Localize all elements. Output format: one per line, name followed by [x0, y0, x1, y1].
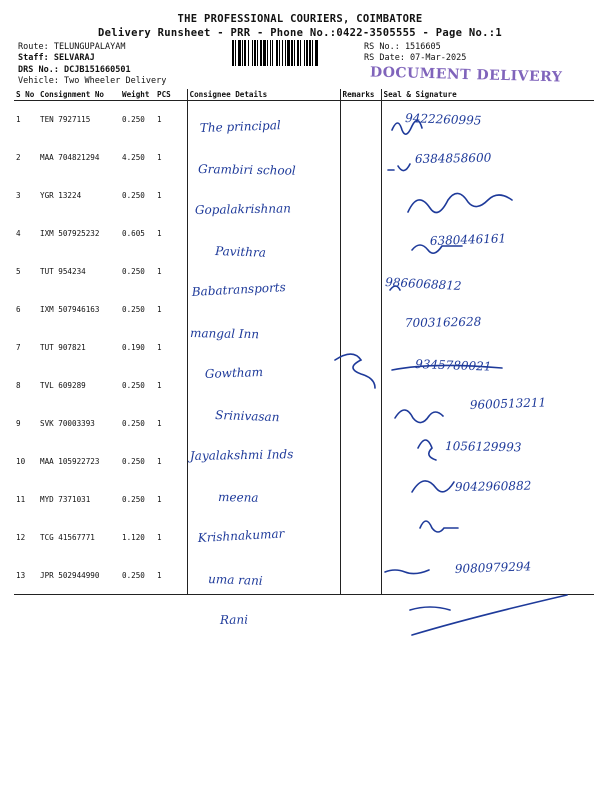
row-seal-cell — [381, 443, 594, 481]
handwritten-consignee: Gopalakrishnan — [194, 201, 292, 217]
handwritten-seal-phone: 9345780021 — [414, 357, 492, 374]
row-pcs: 1 — [157, 228, 162, 238]
drs-number: DRS No.: DCJB151660501 — [18, 65, 131, 75]
row-sno: 5 — [16, 266, 21, 276]
row-weight: 0.250 — [122, 380, 145, 390]
row-seal-cell — [381, 101, 594, 139]
signature-scribble — [410, 595, 567, 635]
row-pcs: 1 — [155, 557, 187, 595]
table-row — [14, 139, 594, 177]
row-consignee-cell — [187, 253, 340, 291]
page-subtitle: Delivery Runsheet - PRR - Phone No.:0422-3505555 - Page No.:1 — [98, 27, 502, 39]
row-weight: 0.250 — [122, 494, 145, 504]
row-sno: 13 — [14, 557, 38, 595]
handwritten-seal-phone: 7003162628 — [404, 314, 482, 330]
row-pcs: 1 — [157, 342, 162, 352]
row-weight: 0.250 — [122, 304, 145, 314]
handwritten-consignee: Jayalakshmi Inds — [189, 447, 294, 463]
row-consignment-no: TUT 907821 — [40, 342, 86, 352]
row-pcs: 1 — [157, 266, 162, 276]
row-consignee-cell — [187, 215, 340, 253]
row-consignee-cell — [187, 177, 340, 215]
handwritten-seal-phone: 9080979294 — [454, 559, 532, 576]
table-row — [14, 557, 594, 595]
handwritten-consignee: Grambiri school — [197, 162, 296, 178]
row-pcs: 1 — [157, 190, 162, 200]
row-seal-cell — [381, 367, 594, 405]
row-seal-cell — [381, 177, 594, 215]
table-row — [14, 291, 594, 329]
table-header-row — [14, 89, 594, 101]
row-remarks-cell — [340, 177, 381, 215]
row-remarks-cell — [340, 253, 381, 291]
row-seal-cell — [381, 139, 594, 177]
runsheet-table — [14, 89, 594, 595]
handwritten-seal-phone: 6380446161 — [429, 231, 507, 248]
row-seal-cell — [381, 253, 594, 291]
handwritten-consignee: meena — [217, 490, 259, 505]
table-row — [14, 481, 594, 519]
handwritten-consignee: Rani — [219, 612, 249, 627]
row-seal-cell — [381, 291, 594, 329]
row-consignee-cell — [187, 364, 340, 405]
col-remarks: Remarks — [340, 89, 381, 101]
row-sno: 6 — [16, 304, 21, 314]
handwritten-seal-phone: 1056129993 — [444, 439, 522, 455]
row-weight: 0.250 — [120, 557, 155, 595]
row-weight: 0.250 — [122, 266, 145, 276]
row-consignee-cell — [187, 443, 340, 481]
page-title: THE PROFESSIONAL COURIERS, COIMBATORE — [177, 13, 423, 25]
row-pcs: 1 — [157, 380, 162, 390]
row-consignee-cell — [187, 101, 340, 139]
row-remarks-cell — [340, 557, 381, 595]
row-weight: 0.250 — [122, 456, 145, 466]
row-consignee-cell — [187, 329, 340, 367]
row-consignee-cell — [187, 481, 340, 519]
row-sno: 2 — [16, 152, 21, 162]
row-consignee-cell — [187, 139, 340, 177]
row-weight: 0.250 — [122, 115, 145, 124]
row-sno: 11 — [16, 494, 26, 504]
handwritten-seal-phone: 9422260995 — [404, 111, 482, 128]
handwritten-consignee: uma rani — [207, 572, 263, 588]
handwritten-consignee: Gowtham — [204, 364, 264, 381]
row-sno: 3 — [16, 190, 21, 200]
table-row — [14, 253, 594, 291]
table-row — [14, 519, 594, 557]
row-pcs: 1 — [157, 532, 162, 542]
col-sno: S No — [14, 89, 38, 101]
row-consignee-cell — [187, 405, 340, 443]
row-pcs: 1 — [157, 494, 162, 504]
row-sno: 4 — [16, 228, 21, 238]
row-seal-cell — [381, 478, 594, 519]
route-label: Route: TELUNGUPALAYAM — [18, 42, 126, 52]
handwritten-seal-phone: 6384858600 — [414, 150, 492, 166]
table-row — [14, 215, 594, 253]
row-sno: 10 — [16, 456, 26, 466]
row-weight: 0.605 — [122, 228, 145, 238]
row-sno: 1 — [16, 115, 21, 124]
row-consignment-no: TUT 954234 — [40, 266, 86, 276]
row-seal-cell — [381, 405, 594, 443]
row-sno: 7 — [16, 342, 21, 352]
row-pcs: 1 — [157, 152, 162, 162]
row-weight: 0.190 — [122, 342, 145, 352]
rs-date: RS Date: 07-Mar-2025 — [364, 53, 467, 63]
row-remarks-cell — [340, 367, 381, 405]
row-weight: 4.250 — [122, 152, 145, 162]
row-consignment-no: JPR 502944990 — [38, 557, 120, 595]
handwritten-seal-phone: 9866068812 — [384, 275, 462, 293]
handwritten-consignee: mangal Inn — [189, 326, 260, 342]
row-seal-cell — [381, 557, 594, 595]
row-consignment-no: MYD 7371031 — [40, 494, 91, 504]
row-consignee-cell — [187, 557, 340, 595]
row-consignment-no: TCG 41567771 — [40, 532, 95, 542]
row-sno: 9 — [16, 418, 21, 428]
row-consignment-no: IXM 507946163 — [40, 304, 100, 314]
staff-label: Staff: SELVARAJ — [18, 53, 95, 63]
handwritten-consignee: The principal — [199, 118, 281, 135]
row-seal-cell — [381, 215, 594, 253]
row-remarks-cell — [340, 519, 381, 557]
row-consignee-cell — [187, 291, 340, 329]
row-consignment-no: TEN 7927115 — [40, 115, 91, 124]
row-sno: 12 — [16, 532, 26, 542]
row-weight: 1.120 — [122, 532, 145, 542]
table-row — [14, 177, 594, 215]
handwritten-consignee: Pavithra — [214, 244, 267, 260]
document-delivery-stamp: DOCUMENT DELIVERY — [369, 64, 563, 86]
handwritten-consignee: Krishnakumar — [197, 526, 285, 545]
row-pcs: 1 — [157, 456, 162, 466]
row-consignment-no: MAA 105922723 — [40, 456, 100, 466]
col-weight: Weight — [120, 89, 155, 101]
row-sno: 8 — [16, 380, 21, 390]
row-seal-cell — [381, 519, 594, 557]
row-remarks-cell — [340, 443, 381, 481]
col-pcs: PCS — [155, 89, 187, 101]
table-row — [14, 101, 594, 139]
handwritten-consignee: Babatransports — [191, 280, 287, 299]
row-consignment-no: YGR 13224 — [40, 190, 82, 200]
row-seal-cell — [381, 329, 594, 367]
barcode — [232, 40, 354, 66]
row-remarks-cell — [340, 329, 381, 367]
col-consignment: Consignment No — [38, 89, 120, 101]
row-consignment-no: MAA 704821294 — [40, 152, 100, 162]
rs-number: RS No.: 1516605 — [364, 42, 441, 52]
table-row — [14, 405, 594, 443]
table-row — [14, 367, 594, 405]
col-seal: Seal & Signature — [381, 89, 594, 101]
row-remarks-cell — [340, 215, 381, 253]
handwritten-seal-phone: 9042960882 — [454, 478, 532, 494]
row-weight: 0.250 — [122, 418, 145, 428]
col-consignee: Consignee Details — [187, 89, 340, 101]
row-consignment-no: SVK 70003393 — [40, 418, 95, 428]
row-weight: 0.250 — [122, 190, 145, 200]
handwritten-consignee: Srinivasan — [214, 408, 280, 425]
row-remarks-cell — [340, 481, 381, 519]
table-row — [14, 443, 594, 481]
row-pcs: 1 — [157, 418, 162, 428]
row-remarks-cell — [340, 291, 381, 329]
row-remarks-cell — [340, 139, 381, 177]
row-consignee-cell — [187, 519, 340, 557]
row-pcs: 1 — [157, 115, 162, 124]
table-row — [14, 329, 594, 367]
row-pcs: 1 — [157, 304, 162, 314]
vehicle-label: Vehicle: Two Wheeler Delivery — [18, 76, 167, 86]
row-remarks-cell — [340, 101, 381, 139]
row-remarks-cell — [340, 405, 381, 443]
row-consignment-no: IXM 507925232 — [40, 228, 100, 238]
handwritten-seal-phone: 9600513211 — [469, 395, 547, 412]
row-consignment-no: TVL 609289 — [40, 380, 86, 390]
